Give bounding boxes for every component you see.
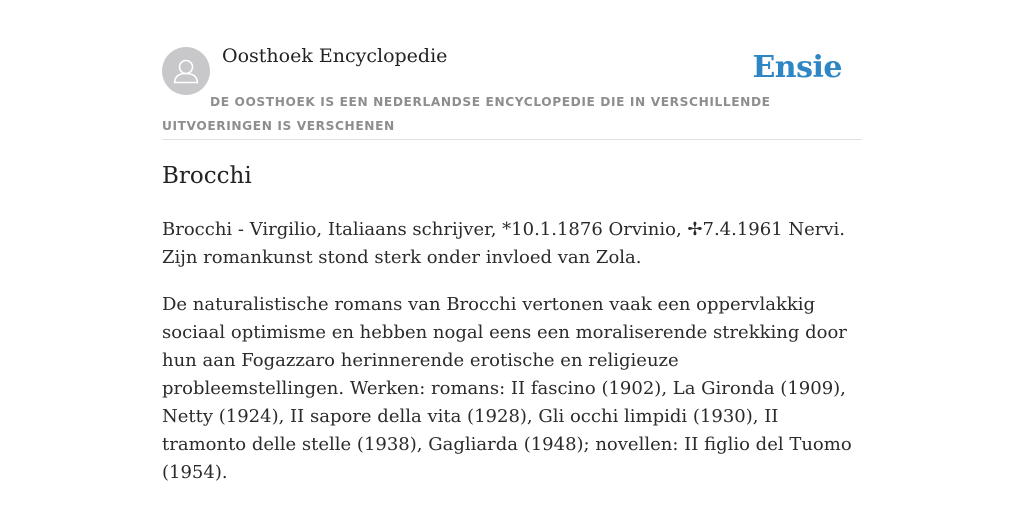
source-title-link[interactable]: Oosthoek Encyclopedie: [222, 45, 448, 67]
user-avatar-icon[interactable]: [162, 47, 210, 95]
entry-paragraph: Brocchi - Virgilio, Italiaans schrijver, *10.1.1876 Orvinio, ✢7.4.1961 Nervi. Zijn romankunst stond sterk onder invloed van Zola.: [162, 219, 846, 268]
entry-title: Brocchi: [162, 163, 252, 189]
user-silhouette-icon: [162, 47, 210, 95]
entry-paragraph: De naturalistische romans van Brocchi vertonen vaak een oppervlakkig sociaal optimisme en hebben nogal eens een moraliserende strekking door hun aan Fogazzaro herinnerende erotische en religieuze probleemstellingen. Werken: romans: II fascino (1902), La Gironda (1909), Netty (1924), II sapore della vita (1928), Gli occhi limpidi (1930), II tramonto delle stelle (1938), Gagliarda (1948); novellen: II figlio del Tuomo (1954).: [162, 294, 852, 483]
brand-logo[interactable]: Ensie: [752, 50, 842, 85]
source-tagline: DE OOSTHOEK IS EEN NEDERLANDSE ENCYCLOPEDIE DIE IN VERSCHILLENDE UITVOERINGEN IS VERSCHENEN: [162, 95, 771, 133]
header-divider: [162, 139, 862, 140]
entry-body: [162, 216, 862, 506]
